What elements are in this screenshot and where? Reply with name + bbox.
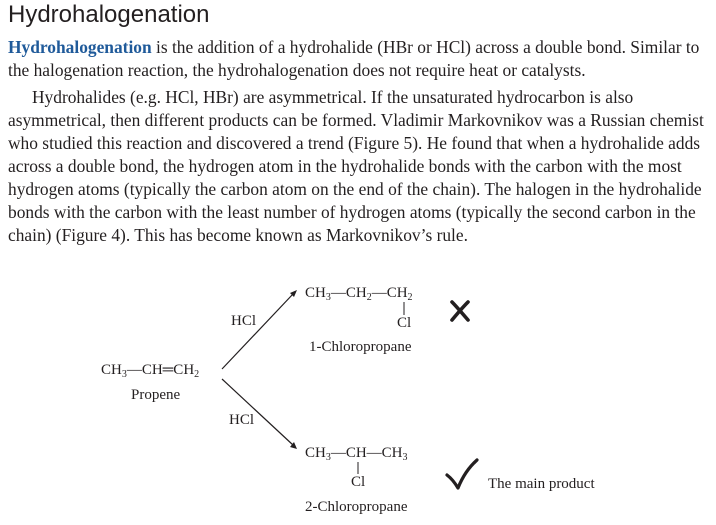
paragraph-markovnikov: Hydrohalides (e.g. HCl, HBr) are asymmetrical. If the unsaturated hydrocarbon is also asymmetrical, then different products can be formed. Vladimir Markovnikov was a Russian chemist who studied this reaction and discovered a trend (Figure 5). He found that when a hydrohalide adds across a double bond, the hydrogen atom in the hydrohalide bonds with the carbon with the most hydrogen atoms (typically the carbon atom on the end of the chain). The halogen in the hydrohalide bonds with the carbon with the least number of hydrogen atoms (typically the second carbon in the chain) (Figure 4). This has become known as Markovnikov’s rule.: [8, 87, 704, 245]
arrow-top-line: [222, 294, 293, 369]
formula-1-chloropropane: $CH_3—CH_2—CH_2$: [305, 285, 413, 303]
section-heading: Hydrohalogenation: [8, 1, 210, 28]
cross-mark-icon: [452, 302, 468, 320]
name-1-chloropropane: 1-Chloropropane: [309, 339, 412, 355]
substituent-cl-bottom: Cl: [351, 474, 366, 490]
check-mark-icon: [447, 460, 477, 488]
key-term: Hydrohalogenation: [8, 37, 152, 57]
paragraph-definition-text: is the addition of a hydrohalide (HBr or HCl) across a double bond. Similar to the halogenation reaction, the hydrohalogenation does not require heat or catalysts.: [8, 37, 700, 80]
main-product-note: The main product: [488, 476, 595, 492]
name-2-chloropropane: 2-Chloropropane: [305, 499, 408, 515]
formula-propene: $CH_3—CH═CH_2$: [101, 362, 200, 380]
name-propene: Propene: [131, 387, 181, 403]
reagent-top: HCl: [231, 313, 257, 329]
formula-2-chloropropane: $CH_3—CH—CH_3$: [305, 445, 408, 463]
substituent-cl-top: Cl: [397, 315, 412, 331]
reagent-bottom: HCl: [229, 412, 255, 428]
